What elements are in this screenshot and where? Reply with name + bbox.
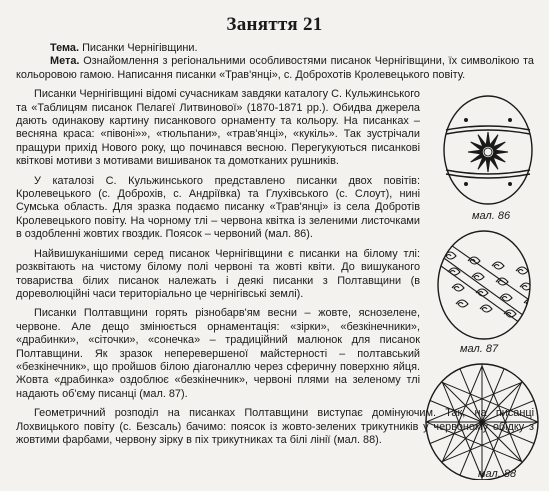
egg-flower-figure [436,92,540,208]
spiral-mark [516,267,528,274]
paragraph-1: Писанки Чернігівщині відомі сучасникам завдяки каталогу С. Кульжинського та «Таблицям писанок Пелагеї Литвинової» (1870-1871 рр.). Обидва джерела дають одинакову картину писанкового орнаменту та кольору. На писанках – весняна краса: «півоні»», «тюльпани», «трав'янці», «кукіль». Так зустрічали пращури прихід Нового року, що починався весною. Перегукуються писанкові квіткові мотиви з мотивами вишиванок та домотканих рушників. [16,88,420,168]
egg-meander-figure [430,226,538,344]
spiral-mark [456,300,468,307]
spiral-mark [492,262,504,269]
spiral-mark [444,252,456,259]
paragraph-4: Писанки Полтавщини горять різнобарв'ям весни – жовте, яснозелене, червоне. Але дещо змінюється орнаментація: «зірки», «безкінечники», «драбинки», «сіточки», «сонечка» – традиційний малюнок для писанок Полтавщини. Як зразок неперевершеної майстерності – полтавський «безкінечник», що пройшов білою діагоналлю через сферичну поверхню яйця. Жовта «драбинка» оздоблює «безкінечник», червоні плями на зеленому тлі надають об'єму писанці (мал. 87). [16,307,420,400]
spiral-mark [528,315,538,322]
paragraph-5: Геометричний розподіл на писанках Полтавщини виступає домінуючим. Так, на писанці Лохвицького повіту (с. Безсаль) бачимо: поясок із жовто-зелених трикутників у червоному обідку з жовтими фарбами, червону зірку в піх трикутниках та білі лінії (мал. 88). [16,407,534,446]
spiral-mark [472,273,484,280]
tema-line [16,42,534,55]
meta-line [16,55,534,82]
star-ray [482,373,531,422]
page-title: Заняття 21 [226,14,323,35]
tema-label: Тема. [50,42,80,54]
petal-mark [468,150,482,154]
petal-mark [494,150,508,154]
egg-star-figure [420,360,544,480]
spiral-mark [480,305,492,312]
figure-87-caption: мал. 87 [460,343,499,355]
petal-mark [486,132,490,146]
meta-label: Мета. [50,55,80,68]
paragraph-2: У каталозі С. Кульжинського представлено писанки двох повітів: Кролевецького (с. Доброхів, с. Андріївка) та Глухівського (с. Слоут), нині Сумська область. Для зразка подаємо писанку «Трав'янці» із села Добротів Кролевецького повіту. На чорному тлі – червона квітка із зеленими листочками в оздобленні жовтих гвоздик. Поясок – червоний (мал. 86). [16,174,420,241]
tema-text: Писанки Чернігівщини. [82,42,198,54]
paragraph-3: Найвишуканішими серед писанок Чернігівщини є писанки на білому тлі: розквітають на чистому білому полі червоні та жовті квіти. До вишуканого товариства білих писанок належать і деякі писанки з Полтавщини (в дореволюційні часи територіально це чернігівські землі). [16,247,420,300]
figure-86-caption: мал. 86 [472,210,511,222]
spiral-mark [452,284,464,291]
petal-mark [486,158,490,172]
spiral-mark [496,278,508,285]
star-ray [433,422,482,471]
figure-88-caption: мал. 88 [478,468,517,480]
star-ray [482,422,531,471]
spiral-mark [448,268,460,275]
meta-text: Ознайомлення з регіональними особливостями писанок Чернігівщини, їх символікою та кольоровою гамою. Написання писанки «Трав'янці», с. Доброхотів Кролевецького повіту. [16,55,534,81]
star-ray [433,373,482,422]
spiral-mark [524,299,536,306]
